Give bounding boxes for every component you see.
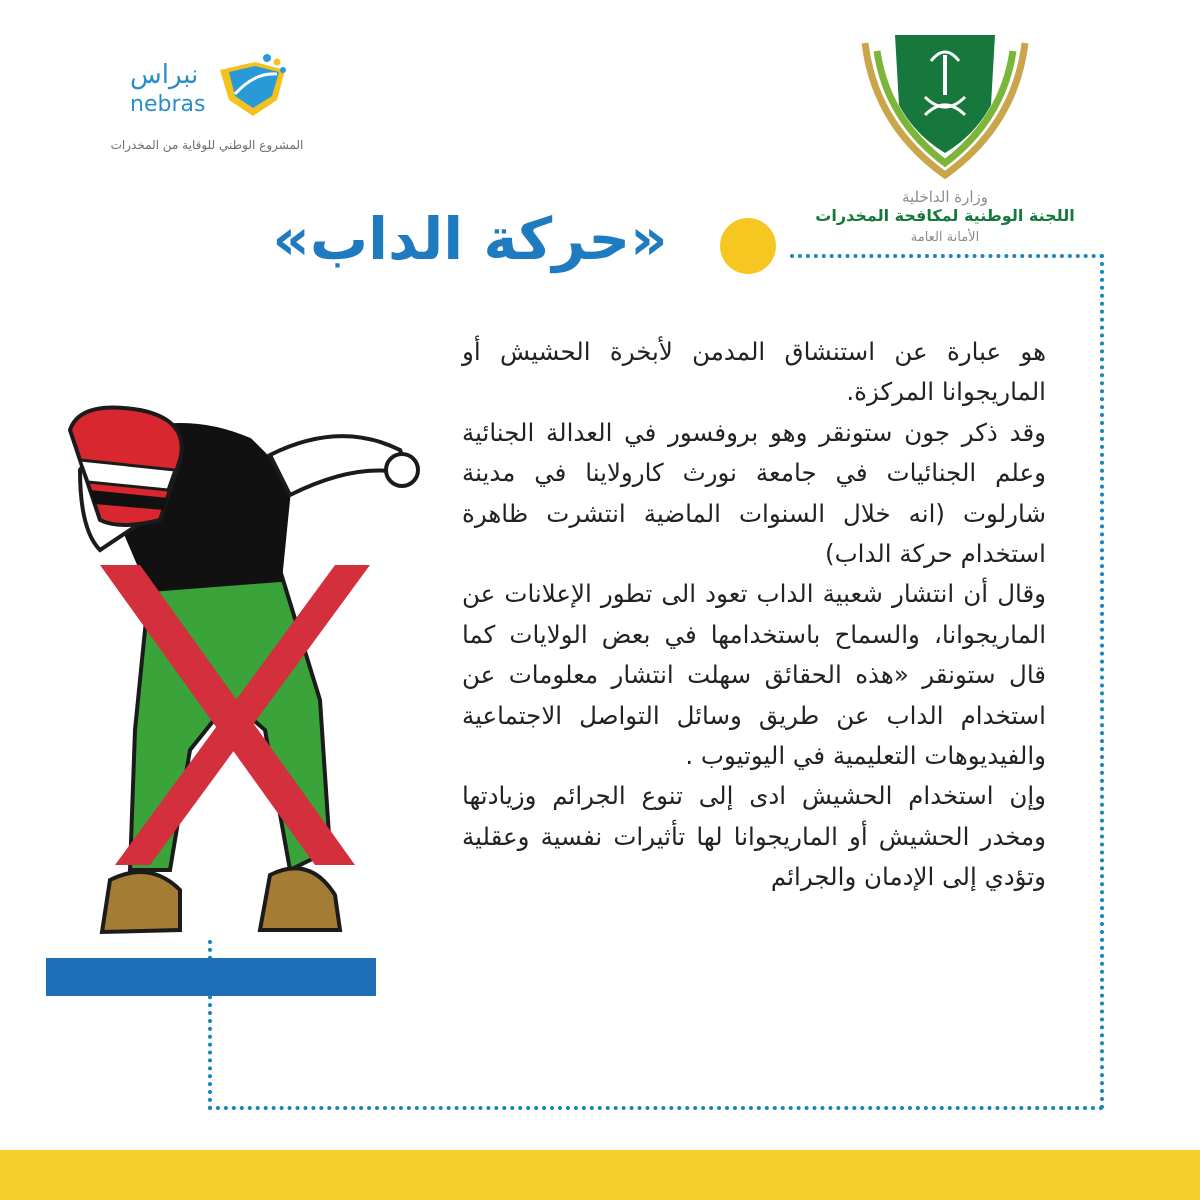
paragraph-definition: هو عبارة عن استنشاق المدمن لأبخرة الحشيش أو الماريجوانا المركزة. <box>462 337 1046 407</box>
dab-figure-illustration <box>40 400 440 1000</box>
nebras-emblem-icon <box>215 50 290 120</box>
frame-dotted-right <box>1100 254 1104 1110</box>
committee-name: اللجنة الوطنية لمكافحة المخدرات <box>815 206 1075 225</box>
ministry-shield-icon <box>855 25 1035 180</box>
nebras-tagline: المشروع الوطني للوقاية من المخدرات <box>110 138 304 152</box>
nebras-logo <box>100 40 320 170</box>
page-title: «حركة الداب» <box>272 205 668 273</box>
paragraph-professor-quote: وقد ذكر جون ستونقر وهو بروفسور في العدالة الجنائية وعلم الجنائيات في جامعة نورث كارولاينا في مدينة شارلوت (انه خلال السنوات الماضية انتشرت ظاهرة استخدام حركة الداب) <box>462 417 1046 569</box>
bottom-yellow-strip <box>0 1150 1200 1200</box>
frame-dotted-bottom <box>208 1106 1104 1110</box>
nebras-name-en: nebras <box>130 92 206 117</box>
yellow-dot-decoration <box>720 218 776 274</box>
ministry-name: وزارة الداخلية <box>901 188 989 206</box>
paragraph-popularity: وقال أن انتشار شعبية الداب تعود الى تطور الإعلانات عن الماريجوانا، والسماح باستخدامها في بعض الولايات كما قال ستونقر «هذه الحقائق سهلت انتشار معلومات عن استخدام الداب عن طريق وسائل التواصل الاجتماعية والفيديوهات التعليمية في اليوتيوب . <box>462 579 1046 771</box>
blue-base-bar <box>46 958 376 996</box>
nebras-name-ar: نبراس <box>130 60 199 90</box>
secretariat-name: الأمانة العامة <box>910 230 980 245</box>
ministry-logo <box>780 20 1110 245</box>
frame-dotted-top <box>790 254 1104 258</box>
article-body <box>462 332 1046 898</box>
paragraph-effects: وإن استخدام الحشيش ادى إلى تنوع الجرائم وزيادتها ومخدر الحشيش أو الماريجوانا لها تأثيرات نفسية وعقلية وتؤدي إلى الإدمان والجرائم <box>462 781 1046 892</box>
